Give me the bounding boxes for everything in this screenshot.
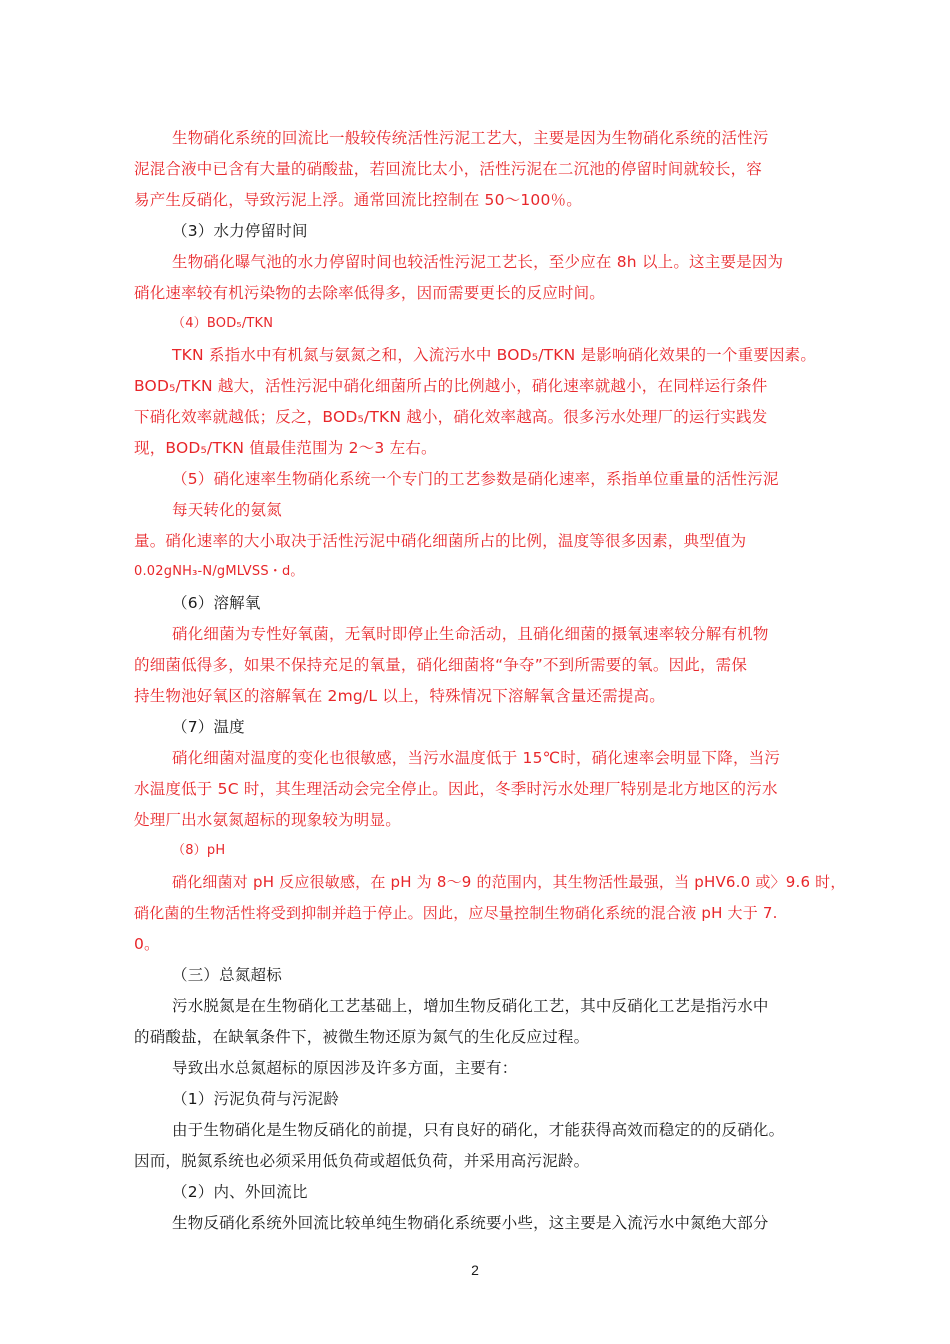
text-line: 处理厂出水氨氮超标的现象较为明显。: [134, 811, 401, 829]
text-line: TKN 系指水中有机氮与氨氮之和，入流污水中 BOD₅/TKN 是影响硝化效果的一个重要因素。: [172, 346, 817, 364]
text-line: 水温度低于 5C 时，其生理活动会完全停止。因此，冬季时污水处理厂特别是北方地区的污水: [134, 780, 778, 798]
text-line: 现，BOD₅/TKN 值最佳范围为 2～3 左右。: [134, 439, 437, 457]
text-line: 硝化细菌对温度的变化也很敏感，当污水温度低于 15℃时，硝化速率会明显下降，当污: [172, 749, 781, 767]
text-line: 硝化细菌为专性好氧菌，无氧时即停止生命活动，且硝化细菌的摄氧速率较分解有机物: [172, 625, 769, 643]
text-line: 生物硝化系统的回流比一般较传统活性污泥工艺大，主要是因为生物硝化系统的活性污: [172, 129, 769, 147]
text-line: 量。硝化速率的大小取决于活性污泥中硝化细菌所占的比例，温度等很多因素，典型值为: [134, 532, 747, 550]
section-heading: （4）BOD₅/TKN: [172, 316, 274, 331]
text-line: 每天转化的氨氮: [172, 501, 282, 519]
text-line: 生物硝化曝气池的水力停留时间也较活性污泥工艺长，至少应在 8h 以上。这主要是因为: [172, 253, 784, 271]
page-number: 2: [471, 1262, 479, 1278]
section-heading: （2）内、外回流比: [172, 1183, 308, 1201]
text-line: 0.02gNH₃-N/gMLVSS・d。: [134, 564, 304, 579]
section-heading: （7）温度: [172, 718, 245, 736]
text-line: 泥混合液中已含有大量的硝酸盐，若回流比太小，活性污泥在二沉池的停留时间就较长，容: [134, 160, 763, 178]
section-heading: （3）水力停留时间: [172, 222, 308, 240]
text-line: 由于生物硝化是生物反硝化的前提，只有良好的硝化，才能获得高效而稳定的的反硝化。: [172, 1121, 785, 1139]
text-line: 的硝酸盐，在缺氧条件下，被微生物还原为氮气的生化反应过程。: [134, 1028, 590, 1046]
text-line: 生物反硝化系统外回流比较单纯生物硝化系统要小些，这主要是入流污水中氮绝大部分: [172, 1214, 769, 1232]
text-line: 硝化速率较有机污染物的去除率低得多，因而需要更长的反应时间。: [134, 284, 606, 302]
text-line: 硝化细菌对 pH 反应很敏感，在 pH 为 8～9 的范围内，其生物活性最强，当 pHV6.0 或〉9.6 时，: [172, 873, 846, 891]
section-heading: （8）pH: [172, 843, 226, 858]
text-line: 硝化菌的生物活性将受到抑制并趋于停止。因此，应尽量控制生物硝化系统的混合液 pH 大于 7.: [134, 904, 778, 922]
text-line: 下硝化效率就越低；反之，BOD₅/TKN 越小，硝化效率越高。很多污水处理厂的运行实践发: [134, 408, 768, 426]
text-line: 污水脱氮是在生物硝化工艺基础上，增加生物反硝化工艺，其中反硝化工艺是指污水中: [172, 997, 769, 1015]
text-line: 0。: [134, 935, 160, 953]
text-line: （5）硝化速率生物硝化系统一个专门的工艺参数是硝化速率，系指单位重量的活性污泥: [172, 470, 779, 488]
text-line: 持生物池好氧区的溶解氧在 2mg/L 以上，特殊情况下溶解氧含量还需提高。: [134, 687, 665, 705]
section-heading: （三）总氮超标: [172, 966, 282, 984]
section-heading: （6）溶解氧: [172, 594, 261, 612]
text-line: 导致出水总氮超标的原因涉及许多方面，主要有：: [172, 1059, 518, 1077]
text-line: 的细菌低得多，如果不保持充足的氧量，硝化细菌将“争夺”不到所需要的氧。因此，需保: [134, 656, 748, 674]
text-line: 因而，脱氮系统也必须采用低负荷或超低负荷，并采用高污泥龄。: [134, 1152, 590, 1170]
text-line: 易产生反硝化，导致污泥上浮。通常回流比控制在 50～100％。: [134, 191, 582, 209]
text-line: BOD₅/TKN 越大，活性污泥中硝化细菌所占的比例越小，硝化速率就越小，在同样运行条件: [134, 377, 768, 395]
section-heading: （1）污泥负荷与污泥龄: [172, 1090, 340, 1108]
